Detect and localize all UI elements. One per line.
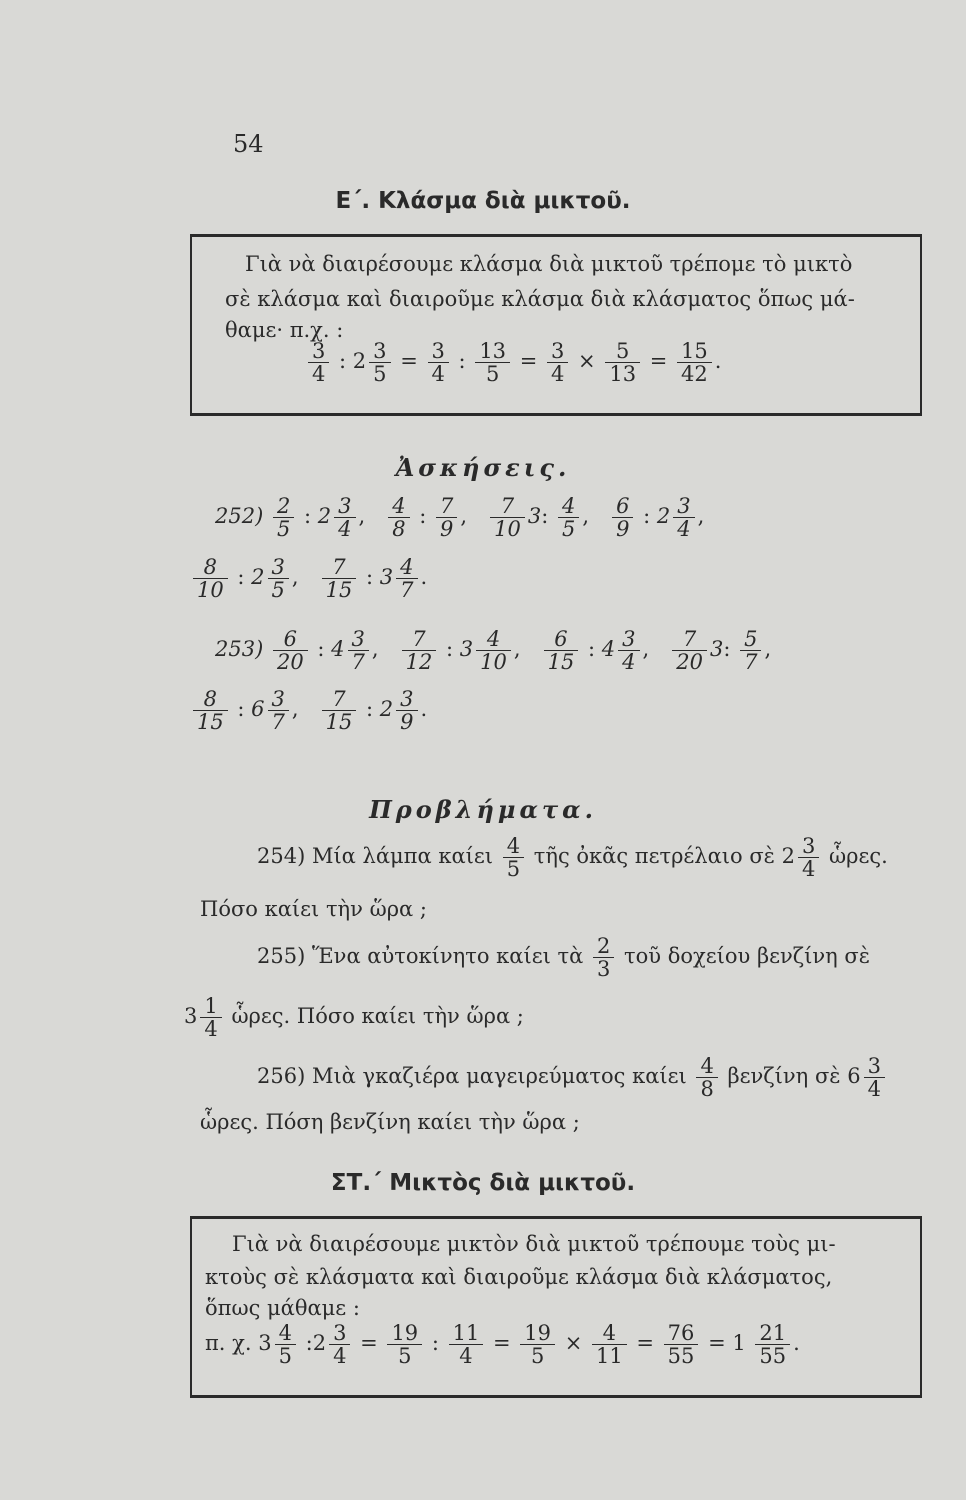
problems-title: Προβλήματα. [369,795,597,824]
section-st-title: ΣΤ.΄ Μικτὸς διὰ μικτοῦ. [330,1170,636,1196]
rule-st-line-1: Γιὰ νὰ διαιρέσουμε μικτὸν διὰ μικτοῦ τρέπουμε τοὺς μι- [232,1232,836,1256]
exercises-title: Ἀσκήσεις. [395,453,571,482]
problem-256-question: ὧρες. Πόση βενζίνη καίει τὴν ὥρα ; [200,1110,580,1134]
rule-st-example: π. χ. 3 $\frac{4}{5}$ :2 $\frac{3}{4}$ = $\frac{19}{5}$ : $\frac{11}{4}$ = $\frac{19}{5}$ × $\frac{4}{11}$ = $\frac{76}{55}$ = 1 $\frac{21}{55}$ . [205,1321,800,1369]
problem-254-question: Πόσο καίει τὴν ὥρα ; [200,897,427,921]
rule-st-line-3: ὅπως μάθαμε : [205,1296,360,1320]
rule-e-line-2: σὲ κλάσμα καὶ διαιροῦμε κλάσμα διὰ κλάσματος ὅπως μά- [225,287,855,311]
exercise-253-row-1: 253) $\frac{6}{20}$ : 4 $\frac{3}{7}$ , $\frac{7}{12}$ : 3 $\frac{4}{10}$ , $\frac{6}{15}$ : 4 $\frac{3}{4}$ , $\frac{7}{20}$ 3: $\frac{5}{7}$ , [215,627,772,675]
section-e-title: Ε΄. Κλάσμα διὰ μικτοῦ. [335,188,631,214]
page-number: 54 [233,130,264,158]
rule-e-line-1: Γιὰ νὰ διαιρέσουμε κλάσμα διὰ μικτοῦ τρέπομε τὸ μικτὸ [245,252,853,276]
exercise-253-number: 253) [215,637,264,662]
exercise-252-number: 252) [215,504,264,529]
problem-256: 256) Μιὰ γκαζιέρα μαγειρεύματος καίει $\frac{4}{8}$ βενζίνη σὲ 6 $\frac{3}{4}$ [257,1055,888,1100]
rule-e-example: $\frac{3}{4}$ : 2 $\frac{3}{5}$ = $\frac{3}{4}$ : $\frac{13}{5}$ = $\frac{3}{4}$ × $\frac{5}{13}$ = $\frac{15}{42}$ . [305,340,721,385]
rule-e-line-3: θαμε· π.χ. : [225,318,344,342]
exercise-252-row-1: 252) $\frac{2}{5}$ : 2 $\frac{3}{4}$ , $\frac{4}{8}$ : $\frac{7}{9}$ , $\frac{7}{10}$ 3: $\frac{4}{5}$ , $\frac{6}{9}$ : 2 $\frac{3}{4}$ , [215,494,705,542]
exercise-253-row-2: $\frac{8}{15}$ : 6 $\frac{3}{7}$ , $\frac{7}{15}$ : 2 $\frac{3}{9}$ . [190,688,427,733]
problem-255: 255) Ἕνα αὐτοκίνητο καίει τὰ $\frac{2}{3}$ τοῦ δοχείου βενζίνη σὲ [257,934,870,982]
exercise-252-row-2: $\frac{8}{10}$ : 2 $\frac{3}{5}$ , $\frac{7}{15}$ : 3 $\frac{4}{7}$ . [190,556,427,601]
problem-254: 254) Μία λάμπα καίει $\frac{4}{5}$ τῆς ὀκᾶς πετρέλαιο σὲ 2 $\frac{3}{4}$ ὧρες. [257,834,888,882]
rule-st-line-2: κτοὺς σὲ κλάσματα καὶ διαιροῦμε κλάσμα διὰ κλάσματος, [205,1265,833,1289]
problem-255-line-2: 3 $\frac{1}{4}$ ὧρες. Πόσο καίει τὴν ὥρα ; [184,994,524,1042]
